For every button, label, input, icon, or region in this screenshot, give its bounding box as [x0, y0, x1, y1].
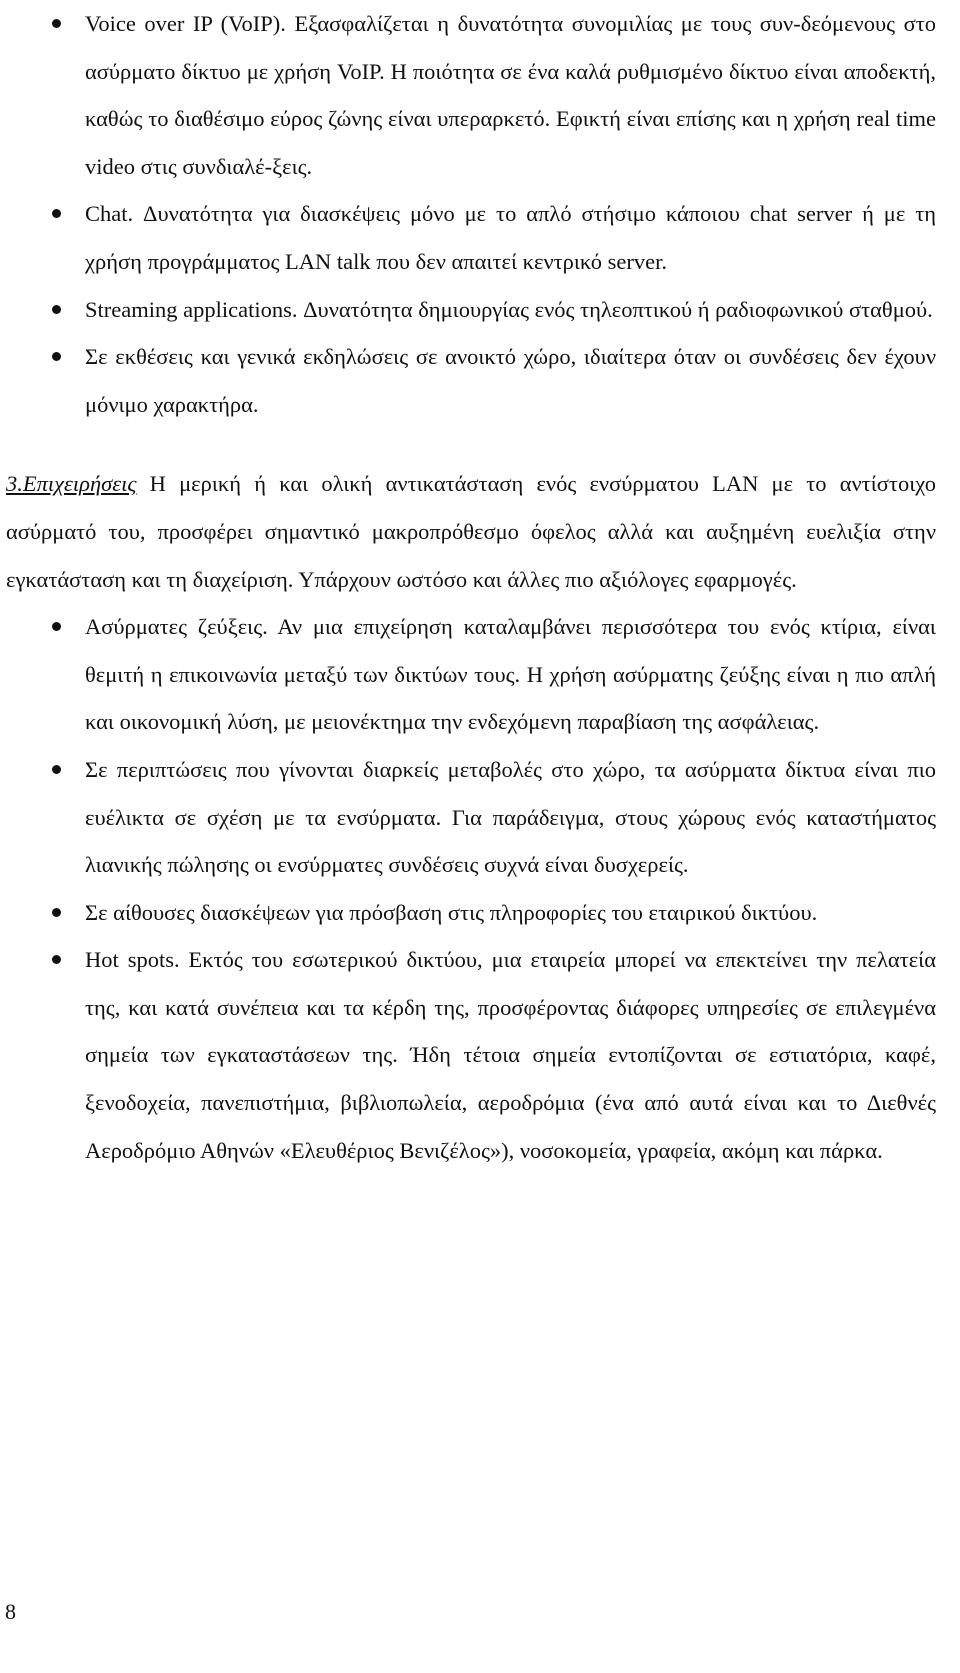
- list-item-voip: [6, 0, 936, 190]
- bullet-icon: [52, 19, 61, 28]
- page-number: 8: [5, 1599, 16, 1624]
- applications-list: [6, 0, 936, 428]
- section-businesses-paragraph: [6, 460, 936, 603]
- list-item-exhibitions: [6, 333, 936, 428]
- list-item-text: Chat. Δυνατότητα για διασκέψεις μόνο με το απλό στήσιμο κάποιου chat server ή με τη χρήση προγράμματος LAN talk που δεν απαιτεί κεντρικό server.: [85, 201, 936, 274]
- list-item-text: Σε αίθουσες διασκέψεων για πρόσβαση στις πληροφορίες του εταιρικού δικτύου.: [85, 899, 818, 925]
- list-item-changing-spaces: [6, 746, 936, 889]
- business-applications-list: [6, 603, 936, 1174]
- list-item-text: Streaming applications. Δυνατότητα δημιουργίας ενός τηλεοπτικού ή ραδιοφωνικού σταθμού.: [85, 296, 933, 322]
- list-item-wireless-links: [6, 603, 936, 746]
- section-body-text: Η μερική ή και ολική αντικατάσταση ενός ενσύρματου LAN με το αντίστοιχο ασύρματό του, προσφέρει σημαντικό μακροπρόθεσμο όφελος αλλά και αυξημένη ευελιξία στην εγκατάσταση και τη διαχείριση. Υπάρχουν ωστόσο και άλλες πιο αξιόλογες εφαρμογές.: [6, 471, 936, 592]
- bullet-icon: [52, 209, 61, 218]
- list-item-text: Voice over IP (VoIP). Εξασφαλίζεται η δυνατότητα συνομιλίας με τους συν-δεόμενους στο ασύρματο δίκτυο με χρήση VoIP. Η ποιότητα σε ένα καλά ρυθμισμένο δίκτυο είναι αποδεκτή, καθώς το διαθέσιμο εύρος ζώνης είναι υπεραρκετό. Εφικτή είναι επίσης και η χρήση real time video στις συνδιαλέ-ξεις.: [85, 11, 936, 179]
- list-item-chat: [6, 190, 936, 285]
- list-item-text: Hot spots. Εκτός του εσωτερικού δικτύου, μια εταιρεία μπορεί να επεκτείνει την πελατεία της, και κατά συνέπεια και τα κέρδη της, προσφέροντας διάφορες υπηρεσίες σε επιλεγμένα σημεία των εγκαταστάσεων της. Ήδη τέτοια σημεία εντοπίζονται σε εστιατόρια, καφέ, ξενοδοχεία, πανεπιστήμια, βιβλιοπωλεία, αεροδρόμια (ένα από αυτά είναι και το Διεθνές Αεροδρόμιο Αθηνών «Ελευθέριος Βενιζέλος»), νοσοκομεία, γραφεία, ακόμη και πάρκα.: [85, 947, 936, 1163]
- list-item-text: Σε εκθέσεις και γενικά εκδηλώσεις σε ανοικτό χώρο, ιδιαίτερα όταν οι συνδέσεις δεν έχουν μόνιμο χαρακτήρα.: [85, 344, 936, 417]
- bullet-icon: [52, 908, 61, 917]
- list-item-conference-rooms: [6, 889, 936, 937]
- list-item-streaming: [6, 286, 936, 334]
- bullet-icon: [52, 305, 61, 314]
- section-heading: 3.Επιχειρήσεις: [6, 471, 137, 497]
- list-item-hot-spots: [6, 936, 936, 1174]
- bullet-icon: [52, 955, 61, 964]
- bullet-icon: [52, 622, 61, 631]
- list-item-text: Ασύρματες ζεύξεις. Αν μια επιχείρηση καταλαμβάνει περισσότερα του ενός κτίρια, είναι θεμιτή η επικοινωνία μεταξύ των δικτύων τους. Η χρήση ασύρματης ζεύξης είναι η πιο απλή και οικονομική λύση, με μειονέκτημα την ενδεχόμενη παραβίαση της ασφάλειας.: [85, 614, 936, 735]
- page-body: [6, 0, 936, 1174]
- bullet-icon: [52, 765, 61, 774]
- bullet-icon: [52, 352, 61, 361]
- list-item-text: Σε περιπτώσεις που γίνονται διαρκείς μεταβολές στο χώρο, τα ασύρματα δίκτυα είναι πιο ευέλικτα σε σχέση με τα ενσύρματα. Για παράδειγμα, στους χώρους ενός καταστήματος λιανικής πώλησης οι ενσύρματες συνδέσεις συχνά είναι δυσχερείς.: [85, 756, 936, 878]
